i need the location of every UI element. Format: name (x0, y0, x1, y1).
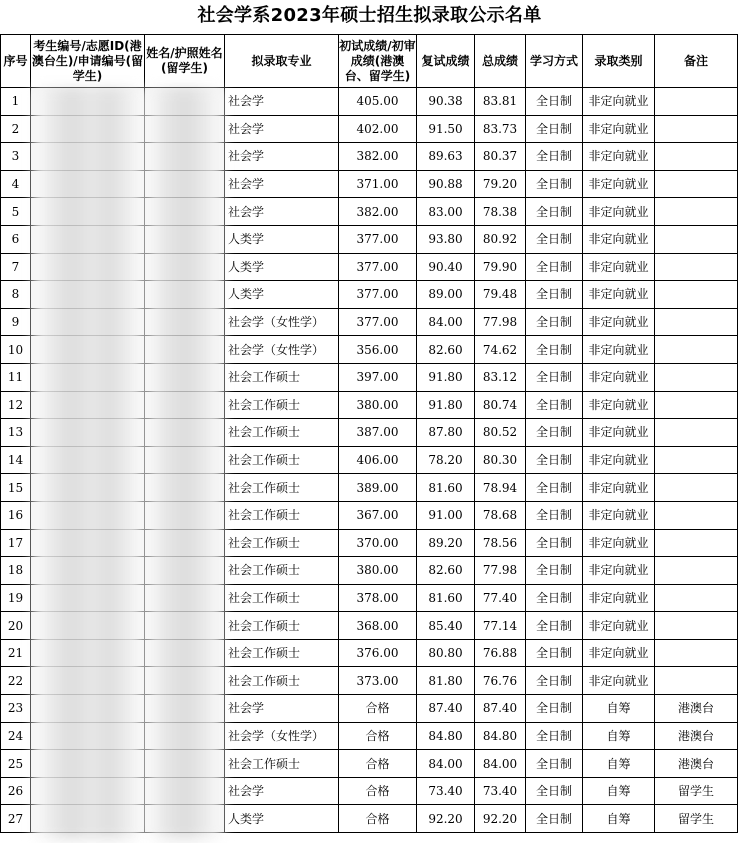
cell-initial-score: 合格 (339, 750, 417, 778)
cell-no: 2 (1, 115, 31, 143)
cell-total-score: 83.12 (475, 363, 526, 391)
cell-major: 社会学 (225, 695, 339, 723)
cell-total-score: 92.20 (475, 805, 526, 833)
cell-retest-score: 91.00 (417, 501, 475, 529)
cell-study-mode: 全日制 (526, 170, 583, 198)
cell-no: 6 (1, 225, 31, 253)
cell-study-mode: 全日制 (526, 667, 583, 695)
cell-major: 人类学 (225, 253, 339, 281)
cell-no: 22 (1, 667, 31, 695)
cell-major: 社会学 (225, 115, 339, 143)
cell-total-score: 78.68 (475, 501, 526, 529)
cell-major: 社会工作硕士 (225, 750, 339, 778)
cell-retest-score: 89.63 (417, 143, 475, 171)
cell-category: 非定向就业 (583, 336, 655, 364)
header-major: 拟录取专业 (225, 35, 339, 88)
cell-study-mode: 全日制 (526, 253, 583, 281)
cell-note (655, 170, 738, 198)
cell-category: 非定向就业 (583, 253, 655, 281)
cell-note (655, 253, 738, 281)
cell-retest-score: 81.60 (417, 474, 475, 502)
cell-no: 15 (1, 474, 31, 502)
cell-category: 非定向就业 (583, 281, 655, 309)
cell-study-mode: 全日制 (526, 143, 583, 171)
cell-note: 留学生 (655, 777, 738, 805)
header-category: 录取类别 (583, 35, 655, 88)
cell-no: 23 (1, 695, 31, 723)
cell-no: 3 (1, 143, 31, 171)
header-note: 备注 (655, 35, 738, 88)
cell-category: 非定向就业 (583, 198, 655, 226)
cell-category: 非定向就业 (583, 88, 655, 116)
cell-major: 社会工作硕士 (225, 474, 339, 502)
cell-no: 14 (1, 446, 31, 474)
cell-category: 自筹 (583, 750, 655, 778)
cell-retest-score: 81.80 (417, 667, 475, 695)
cell-initial-score: 377.00 (339, 253, 417, 281)
cell-study-mode: 全日制 (526, 474, 583, 502)
cell-initial-score: 402.00 (339, 115, 417, 143)
cell-study-mode: 全日制 (526, 446, 583, 474)
cell-study-mode: 全日制 (526, 777, 583, 805)
cell-retest-score: 82.60 (417, 336, 475, 364)
cell-initial-score: 合格 (339, 722, 417, 750)
cell-total-score: 79.20 (475, 170, 526, 198)
cell-initial-score: 合格 (339, 777, 417, 805)
cell-category: 非定向就业 (583, 391, 655, 419)
cell-category: 非定向就业 (583, 529, 655, 557)
cell-initial-score: 377.00 (339, 308, 417, 336)
cell-retest-score: 82.60 (417, 557, 475, 585)
cell-retest-score: 73.40 (417, 777, 475, 805)
cell-category: 非定向就业 (583, 170, 655, 198)
cell-retest-score: 84.80 (417, 722, 475, 750)
cell-category: 非定向就业 (583, 419, 655, 447)
cell-total-score: 80.74 (475, 391, 526, 419)
cell-retest-score: 87.80 (417, 419, 475, 447)
cell-initial-score: 406.00 (339, 446, 417, 474)
cell-total-score: 79.90 (475, 253, 526, 281)
cell-total-score: 77.40 (475, 584, 526, 612)
cell-study-mode: 全日制 (526, 501, 583, 529)
cell-retest-score: 80.80 (417, 639, 475, 667)
cell-category: 非定向就业 (583, 363, 655, 391)
cell-no: 26 (1, 777, 31, 805)
cell-note (655, 336, 738, 364)
cell-major: 社会工作硕士 (225, 363, 339, 391)
cell-retest-score: 83.00 (417, 198, 475, 226)
header-retest-score: 复试成绩 (417, 35, 475, 88)
cell-major: 社会学（女性学） (225, 308, 339, 336)
cell-note: 港澳台 (655, 695, 738, 723)
cell-category: 自筹 (583, 777, 655, 805)
cell-initial-score: 382.00 (339, 198, 417, 226)
cell-note (655, 612, 738, 640)
cell-note (655, 115, 738, 143)
cell-no: 24 (1, 722, 31, 750)
cell-note (655, 308, 738, 336)
header-no: 序号 (1, 35, 31, 88)
cell-initial-score: 387.00 (339, 419, 417, 447)
cell-study-mode: 全日制 (526, 198, 583, 226)
cell-no: 20 (1, 612, 31, 640)
cell-major: 社会学 (225, 143, 339, 171)
cell-note (655, 639, 738, 667)
cell-major: 社会工作硕士 (225, 419, 339, 447)
cell-retest-score: 91.50 (417, 115, 475, 143)
cell-major: 社会学（女性学） (225, 336, 339, 364)
cell-initial-score: 377.00 (339, 225, 417, 253)
header-row (1, 35, 738, 88)
cell-major: 社会工作硕士 (225, 501, 339, 529)
cell-study-mode: 全日制 (526, 722, 583, 750)
cell-major: 社会学 (225, 88, 339, 116)
cell-initial-score: 368.00 (339, 612, 417, 640)
cell-major: 社会学 (225, 170, 339, 198)
cell-note: 港澳台 (655, 722, 738, 750)
cell-total-score: 78.38 (475, 198, 526, 226)
cell-initial-score: 合格 (339, 695, 417, 723)
cell-retest-score: 90.38 (417, 88, 475, 116)
cell-total-score: 73.40 (475, 777, 526, 805)
cell-initial-score: 371.00 (339, 170, 417, 198)
cell-note (655, 529, 738, 557)
cell-total-score: 76.76 (475, 667, 526, 695)
cell-no: 16 (1, 501, 31, 529)
header-candidate-id: 考生编号/志愿ID(港澳台生)/申请编号(留学生) (31, 35, 145, 88)
cell-study-mode: 全日制 (526, 750, 583, 778)
cell-note (655, 198, 738, 226)
cell-category: 非定向就业 (583, 474, 655, 502)
cell-major: 人类学 (225, 805, 339, 833)
cell-initial-score: 382.00 (339, 143, 417, 171)
cell-study-mode: 全日制 (526, 612, 583, 640)
cell-note (655, 584, 738, 612)
cell-total-score: 84.80 (475, 722, 526, 750)
cell-note (655, 88, 738, 116)
cell-study-mode: 全日制 (526, 225, 583, 253)
cell-retest-score: 91.80 (417, 363, 475, 391)
cell-no: 19 (1, 584, 31, 612)
header-initial-score: 初试成绩/初审成绩(港澳台、留学生) (339, 35, 417, 88)
cell-study-mode: 全日制 (526, 88, 583, 116)
cell-retest-score: 89.00 (417, 281, 475, 309)
cell-initial-score: 356.00 (339, 336, 417, 364)
cell-initial-score: 405.00 (339, 88, 417, 116)
cell-initial-score: 373.00 (339, 667, 417, 695)
cell-initial-score: 389.00 (339, 474, 417, 502)
cell-initial-score: 397.00 (339, 363, 417, 391)
cell-no: 17 (1, 529, 31, 557)
cell-study-mode: 全日制 (526, 419, 583, 447)
cell-initial-score: 376.00 (339, 639, 417, 667)
cell-study-mode: 全日制 (526, 695, 583, 723)
cell-total-score: 77.14 (475, 612, 526, 640)
cell-major: 社会工作硕士 (225, 612, 339, 640)
header-study-mode: 学习方式 (526, 35, 583, 88)
redaction-blur-name (146, 88, 224, 840)
redaction-blur-id (32, 88, 144, 840)
cell-total-score: 77.98 (475, 557, 526, 585)
cell-no: 27 (1, 805, 31, 833)
cell-initial-score: 380.00 (339, 557, 417, 585)
cell-initial-score: 378.00 (339, 584, 417, 612)
cell-total-score: 80.52 (475, 419, 526, 447)
header-total-score: 总成绩 (475, 35, 526, 88)
cell-total-score: 77.98 (475, 308, 526, 336)
cell-major: 社会工作硕士 (225, 639, 339, 667)
cell-retest-score: 87.40 (417, 695, 475, 723)
cell-no: 18 (1, 557, 31, 585)
cell-study-mode: 全日制 (526, 281, 583, 309)
cell-study-mode: 全日制 (526, 529, 583, 557)
cell-category: 非定向就业 (583, 143, 655, 171)
cell-note (655, 419, 738, 447)
cell-total-score: 83.73 (475, 115, 526, 143)
cell-major: 社会工作硕士 (225, 584, 339, 612)
cell-category: 非定向就业 (583, 501, 655, 529)
cell-category: 自筹 (583, 722, 655, 750)
cell-no: 25 (1, 750, 31, 778)
cell-study-mode: 全日制 (526, 363, 583, 391)
cell-total-score: 84.00 (475, 750, 526, 778)
cell-initial-score: 合格 (339, 805, 417, 833)
cell-major: 人类学 (225, 225, 339, 253)
cell-note (655, 474, 738, 502)
cell-category: 非定向就业 (583, 584, 655, 612)
cell-major: 社会工作硕士 (225, 446, 339, 474)
cell-category: 自筹 (583, 805, 655, 833)
cell-category: 非定向就业 (583, 557, 655, 585)
cell-initial-score: 377.00 (339, 281, 417, 309)
cell-category: 非定向就业 (583, 667, 655, 695)
header-name: 姓名/护照姓名(留学生) (145, 35, 225, 88)
cell-retest-score: 90.88 (417, 170, 475, 198)
cell-total-score: 83.81 (475, 88, 526, 116)
cell-major: 社会学 (225, 198, 339, 226)
page-title: 社会学系2023年硕士招生拟录取公示名单 (197, 5, 542, 26)
cell-initial-score: 370.00 (339, 529, 417, 557)
cell-total-score: 76.88 (475, 639, 526, 667)
cell-major: 社会工作硕士 (225, 391, 339, 419)
cell-initial-score: 380.00 (339, 391, 417, 419)
cell-retest-score: 84.00 (417, 308, 475, 336)
cell-major: 社会学 (225, 777, 339, 805)
cell-retest-score: 78.20 (417, 446, 475, 474)
cell-major: 社会工作硕士 (225, 667, 339, 695)
cell-study-mode: 全日制 (526, 805, 583, 833)
cell-total-score: 78.56 (475, 529, 526, 557)
cell-retest-score: 92.20 (417, 805, 475, 833)
cell-no: 1 (1, 88, 31, 116)
cell-no: 4 (1, 170, 31, 198)
cell-total-score: 74.62 (475, 336, 526, 364)
cell-note (655, 225, 738, 253)
cell-total-score: 87.40 (475, 695, 526, 723)
cell-total-score: 79.48 (475, 281, 526, 309)
cell-total-score: 80.37 (475, 143, 526, 171)
cell-note (655, 143, 738, 171)
cell-no: 21 (1, 639, 31, 667)
cell-major: 社会工作硕士 (225, 529, 339, 557)
cell-major: 人类学 (225, 281, 339, 309)
cell-no: 13 (1, 419, 31, 447)
cell-note (655, 667, 738, 695)
cell-retest-score: 90.40 (417, 253, 475, 281)
cell-retest-score: 89.20 (417, 529, 475, 557)
cell-no: 10 (1, 336, 31, 364)
cell-total-score: 80.92 (475, 225, 526, 253)
cell-note: 港澳台 (655, 750, 738, 778)
cell-category: 非定向就业 (583, 612, 655, 640)
cell-note (655, 557, 738, 585)
cell-retest-score: 84.00 (417, 750, 475, 778)
cell-category: 非定向就业 (583, 308, 655, 336)
cell-study-mode: 全日制 (526, 557, 583, 585)
cell-category: 非定向就业 (583, 639, 655, 667)
cell-note (655, 281, 738, 309)
cell-retest-score: 81.60 (417, 584, 475, 612)
cell-study-mode: 全日制 (526, 336, 583, 364)
cell-study-mode: 全日制 (526, 584, 583, 612)
cell-no: 9 (1, 308, 31, 336)
cell-retest-score: 85.40 (417, 612, 475, 640)
cell-initial-score: 367.00 (339, 501, 417, 529)
cell-note (655, 363, 738, 391)
cell-retest-score: 91.80 (417, 391, 475, 419)
cell-study-mode: 全日制 (526, 639, 583, 667)
cell-note (655, 446, 738, 474)
cell-retest-score: 93.80 (417, 225, 475, 253)
cell-no: 7 (1, 253, 31, 281)
cell-major: 社会学（女性学） (225, 722, 339, 750)
cell-note (655, 501, 738, 529)
cell-category: 非定向就业 (583, 115, 655, 143)
cell-no: 12 (1, 391, 31, 419)
cell-total-score: 78.94 (475, 474, 526, 502)
cell-study-mode: 全日制 (526, 115, 583, 143)
cell-no: 11 (1, 363, 31, 391)
cell-no: 8 (1, 281, 31, 309)
cell-study-mode: 全日制 (526, 391, 583, 419)
cell-category: 非定向就业 (583, 225, 655, 253)
cell-major: 社会工作硕士 (225, 557, 339, 585)
cell-study-mode: 全日制 (526, 308, 583, 336)
cell-category: 非定向就业 (583, 446, 655, 474)
cell-category: 自筹 (583, 695, 655, 723)
cell-note (655, 391, 738, 419)
cell-total-score: 80.30 (475, 446, 526, 474)
cell-no: 5 (1, 198, 31, 226)
cell-note: 留学生 (655, 805, 738, 833)
